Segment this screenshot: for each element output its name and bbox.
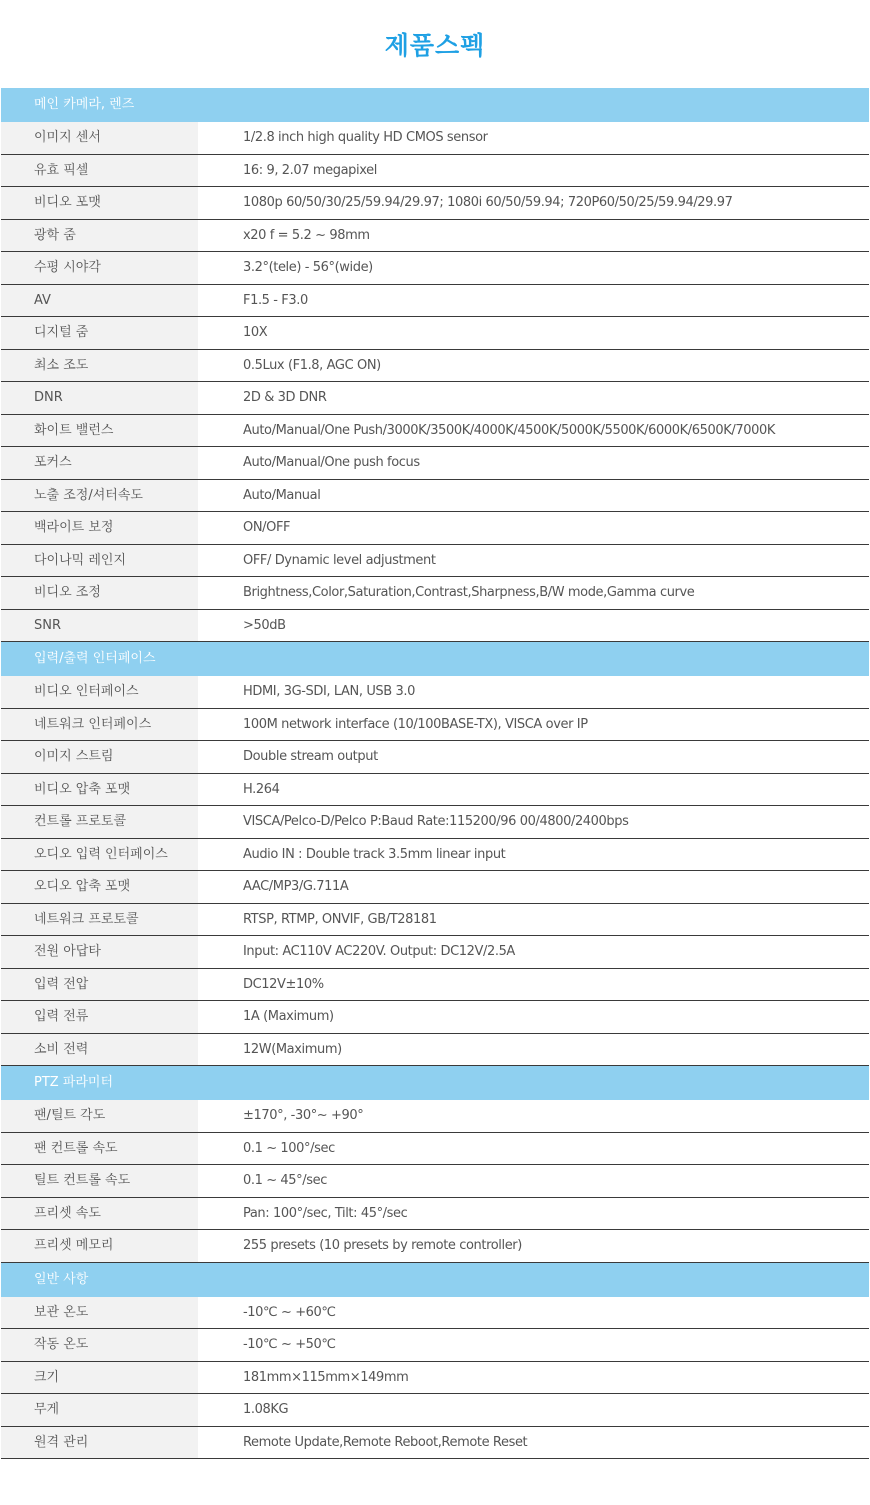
spec-value: 1A (Maximum) bbox=[243, 1009, 334, 1024]
spec-label: 프리셋 메모리 bbox=[1, 1230, 198, 1262]
spec-value: F1.5 - F3.0 bbox=[243, 292, 308, 308]
spec-label: 원격 관리 bbox=[1, 1427, 198, 1459]
spec-row bbox=[1, 1034, 869, 1067]
spec-label: 포커스 bbox=[1, 447, 198, 479]
spec-row bbox=[1, 350, 869, 383]
spec-label: 프리셋 속도 bbox=[1, 1198, 198, 1230]
spec-row bbox=[1, 871, 869, 904]
spec-row bbox=[1, 252, 869, 285]
spec-row bbox=[1, 480, 869, 513]
spec-label: 디지털 줌 bbox=[1, 317, 198, 349]
spec-label: 유효 픽셀 bbox=[1, 155, 198, 187]
spec-value: 1080p 60/50/30/25/59.94/29.97; 1080i 60/50/59.94; 720P60/50/25/59.94/29.97 bbox=[243, 195, 733, 210]
spec-row bbox=[1, 969, 869, 1002]
spec-value: 10X bbox=[243, 325, 268, 340]
spec-value: Pan: 100°/sec, Tilt: 45°/sec bbox=[243, 1205, 408, 1221]
spec-value: Auto/Manual/One push focus bbox=[243, 455, 420, 470]
spec-row bbox=[1, 741, 869, 774]
spec-row bbox=[1, 122, 869, 155]
spec-row bbox=[1, 1133, 869, 1166]
spec-row bbox=[1, 415, 869, 448]
spec-value: OFF/ Dynamic level adjustment bbox=[243, 552, 436, 568]
spec-value: -10℃ ~ +50℃ bbox=[243, 1337, 336, 1352]
spec-value: 0.1 ~ 100°/sec bbox=[243, 1140, 335, 1156]
section-header: 입력/출력 인터페이스 bbox=[1, 642, 869, 676]
spec-value: Auto/Manual/One Push/3000K/3500K/4000K/4500K/5000K/5500K/6000K/6500K/7000K bbox=[243, 422, 775, 438]
spec-row bbox=[1, 839, 869, 872]
spec-value: RTSP, RTMP, ONVIF, GB/T28181 bbox=[243, 911, 437, 927]
spec-label: 팬/틸트 각도 bbox=[1, 1100, 198, 1132]
spec-value: H.264 bbox=[243, 781, 280, 797]
spec-label: 화이트 밸런스 bbox=[1, 415, 198, 447]
spec-label: 노출 조정/셔터속도 bbox=[1, 480, 198, 512]
spec-value: -10℃ ~ +60℃ bbox=[243, 1304, 336, 1320]
spec-label: 이미지 센서 bbox=[1, 122, 198, 154]
spec-label: 입력 전류 bbox=[1, 1001, 198, 1033]
spec-value: VISCA/Pelco-D/Pelco P:Baud Rate:115200/96 00/4800/2400bps bbox=[243, 814, 629, 829]
spec-row bbox=[1, 1230, 869, 1263]
spec-label: 비디오 압축 포맷 bbox=[1, 774, 198, 806]
spec-label: 다이나믹 레인지 bbox=[1, 545, 198, 577]
section-header: 일반 사항 bbox=[1, 1263, 869, 1297]
spec-value: 100M network interface (10/100BASE-TX), VISCA over IP bbox=[243, 716, 588, 732]
spec-label: 광학 줌 bbox=[1, 220, 198, 252]
spec-row bbox=[1, 806, 869, 839]
spec-row bbox=[1, 512, 869, 545]
spec-row bbox=[1, 317, 869, 350]
spec-value: 1.08KG bbox=[243, 1402, 289, 1417]
spec-value: 181mm×115mm×149mm bbox=[243, 1369, 409, 1385]
spec-value: >50dB bbox=[243, 617, 286, 633]
spec-row bbox=[1, 577, 869, 610]
spec-label: 입력 전압 bbox=[1, 969, 198, 1001]
spec-label: 크기 bbox=[1, 1362, 198, 1394]
spec-label: 소비 전력 bbox=[1, 1034, 198, 1066]
spec-value: DC12V±10% bbox=[243, 976, 324, 992]
spec-value: HDMI, 3G-SDI, LAN, USB 3.0 bbox=[243, 684, 416, 699]
spec-label: 백라이트 보정 bbox=[1, 512, 198, 544]
spec-row bbox=[1, 1329, 869, 1362]
spec-row bbox=[1, 709, 869, 742]
spec-label: 오디오 압축 포맷 bbox=[1, 871, 198, 903]
spec-label: 팬 컨트롤 속도 bbox=[1, 1133, 198, 1165]
spec-row bbox=[1, 1198, 869, 1231]
spec-value: Double stream output bbox=[243, 749, 378, 764]
spec-value: Remote Update,Remote Reboot,Remote Reset bbox=[243, 1434, 528, 1450]
spec-row bbox=[1, 285, 869, 318]
spec-label: 무게 bbox=[1, 1394, 198, 1426]
spec-value: AAC/MP3/G.711A bbox=[243, 879, 349, 894]
spec-label: 비디오 조정 bbox=[1, 577, 198, 609]
spec-label: 보관 온도 bbox=[1, 1297, 198, 1329]
spec-row bbox=[1, 1100, 869, 1133]
spec-value: 2D & 3D DNR bbox=[243, 390, 327, 405]
spec-row bbox=[1, 936, 869, 969]
spec-label: DNR bbox=[1, 382, 198, 414]
spec-label: 네트워크 인터페이스 bbox=[1, 709, 198, 741]
spec-label: 네트워크 프로토콜 bbox=[1, 904, 198, 936]
spec-label: AV bbox=[1, 285, 198, 317]
spec-row bbox=[1, 676, 869, 709]
spec-label: 이미지 스트림 bbox=[1, 741, 198, 773]
spec-value: 0.1 ~ 45°/sec bbox=[243, 1173, 327, 1188]
spec-row bbox=[1, 904, 869, 937]
spec-label: 틸트 컨트롤 속도 bbox=[1, 1165, 198, 1197]
section-header: PTZ 파라미터 bbox=[1, 1066, 869, 1100]
spec-row bbox=[1, 155, 869, 188]
spec-value: x20 f = 5.2 ~ 98mm bbox=[243, 227, 370, 243]
spec-row bbox=[1, 187, 869, 220]
spec-label: 비디오 인터페이스 bbox=[1, 676, 198, 708]
spec-row bbox=[1, 1297, 869, 1330]
spec-value: 255 presets (10 presets by remote controller) bbox=[243, 1238, 522, 1253]
spec-label: 수평 시야각 bbox=[1, 252, 198, 284]
spec-label: 비디오 포맷 bbox=[1, 187, 198, 219]
spec-row bbox=[1, 1394, 869, 1427]
spec-label: 전원 아답타 bbox=[1, 936, 198, 968]
spec-row bbox=[1, 447, 869, 480]
spec-label: 컨트롤 프로토콜 bbox=[1, 806, 198, 838]
spec-value: Audio IN : Double track 3.5mm linear input bbox=[243, 846, 506, 862]
spec-table bbox=[1, 88, 869, 1459]
spec-value: 0.5Lux (F1.8, AGC ON) bbox=[243, 357, 381, 373]
spec-row bbox=[1, 1427, 869, 1460]
spec-value: ±170°, -30°~ +90° bbox=[243, 1108, 364, 1123]
spec-row bbox=[1, 382, 869, 415]
spec-row bbox=[1, 610, 869, 643]
spec-label: SNR bbox=[1, 610, 198, 642]
spec-value: Input: AC110V AC220V. Output: DC12V/2.5A bbox=[243, 944, 515, 959]
spec-value: 3.2°(tele) - 56°(wide) bbox=[243, 260, 373, 275]
spec-value: 12W(Maximum) bbox=[243, 1041, 342, 1057]
spec-row bbox=[1, 1362, 869, 1395]
spec-row bbox=[1, 1001, 869, 1034]
spec-value: 1/2.8 inch high quality HD CMOS sensor bbox=[243, 130, 488, 145]
spec-row bbox=[1, 1165, 869, 1198]
spec-row bbox=[1, 220, 869, 253]
spec-value: ON/OFF bbox=[243, 520, 291, 535]
spec-value: 16: 9, 2.07 megapixel bbox=[243, 162, 377, 178]
spec-label: 작동 온도 bbox=[1, 1329, 198, 1361]
spec-value: Brightness,Color,Saturation,Contrast,Sharpness,B/W mode,Gamma curve bbox=[243, 585, 695, 600]
spec-row bbox=[1, 774, 869, 807]
section-header: 메인 카메라, 렌즈 bbox=[1, 88, 869, 122]
spec-label: 오디오 입력 인터페이스 bbox=[1, 839, 198, 871]
spec-label: 최소 조도 bbox=[1, 350, 198, 382]
page-title: 제품스펙 bbox=[384, 31, 486, 60]
spec-row bbox=[1, 545, 869, 578]
spec-value: Auto/Manual bbox=[243, 487, 321, 503]
